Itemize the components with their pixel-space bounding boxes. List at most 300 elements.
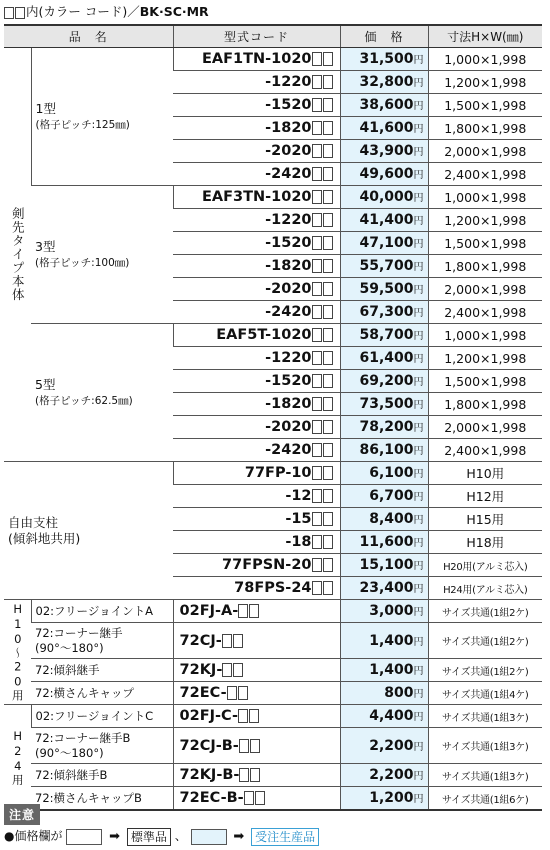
yen-unit: 円 bbox=[413, 400, 424, 411]
yen-unit: 円 bbox=[413, 492, 424, 503]
size-cell: 2,000×1,998 bbox=[428, 140, 542, 163]
model-code bbox=[173, 682, 340, 705]
color-box bbox=[323, 581, 333, 595]
size-cell: サイズ共通(1組3ケ) bbox=[428, 728, 542, 764]
price-cell bbox=[340, 577, 428, 600]
yen-unit: 円 bbox=[413, 794, 424, 805]
model-code bbox=[173, 324, 340, 347]
color-box bbox=[323, 167, 333, 181]
header-colors: BK·SC·MR bbox=[139, 4, 209, 19]
price-cell bbox=[340, 659, 428, 682]
code-text: EAF5T-1020 bbox=[216, 327, 312, 343]
part-name-line: 72:コーナー継手B bbox=[35, 730, 131, 745]
size-cell: 1,000×1,998 bbox=[428, 48, 542, 71]
price-value: 31,500 bbox=[359, 51, 414, 67]
yen-unit: 円 bbox=[413, 446, 424, 457]
part-name bbox=[31, 600, 173, 623]
code-text: 72EC-B- bbox=[179, 790, 244, 806]
color-box bbox=[238, 604, 248, 618]
size-cell: 2,400×1,998 bbox=[428, 301, 542, 324]
color-box bbox=[323, 443, 333, 457]
model-code bbox=[173, 48, 340, 71]
type1-label bbox=[31, 48, 173, 186]
part-name-line: 72:傾斜継手 bbox=[35, 662, 100, 677]
type-pitch: (格子ピッチ:125㎜) bbox=[35, 118, 130, 131]
color-box bbox=[249, 709, 259, 723]
model-code bbox=[173, 623, 340, 659]
yen-unit: 円 bbox=[413, 262, 424, 273]
model-code bbox=[173, 439, 340, 462]
color-box bbox=[323, 535, 333, 549]
color-box bbox=[323, 75, 333, 89]
code-text: 72KJ-B- bbox=[179, 767, 240, 783]
part-name bbox=[31, 728, 173, 764]
yen-unit: 円 bbox=[413, 423, 424, 434]
type-pitch: (格子ピッチ:100㎜) bbox=[35, 256, 130, 269]
part-name-line2: (90°〜180°) bbox=[35, 745, 104, 760]
yen-unit: 円 bbox=[413, 561, 424, 572]
price-cell bbox=[340, 209, 428, 232]
price-value: 23,400 bbox=[359, 580, 414, 596]
price-cell bbox=[340, 705, 428, 728]
color-box bbox=[312, 351, 322, 365]
price-value: 32,800 bbox=[359, 74, 414, 90]
price-value: 3,000 bbox=[369, 603, 414, 619]
color-box bbox=[323, 236, 333, 250]
price-value: 58,700 bbox=[359, 327, 414, 343]
yen-unit: 円 bbox=[413, 101, 424, 112]
table-row bbox=[4, 623, 542, 659]
price-cell bbox=[340, 94, 428, 117]
table-row bbox=[4, 186, 542, 209]
col-price: 価 格 bbox=[340, 25, 428, 48]
price-value: 1,400 bbox=[369, 632, 414, 649]
price-cell bbox=[340, 186, 428, 209]
model-code bbox=[173, 416, 340, 439]
price-cell bbox=[340, 163, 428, 186]
color-box bbox=[312, 259, 322, 273]
price-value: 69,200 bbox=[359, 373, 414, 389]
size-cell: H12用 bbox=[428, 485, 542, 508]
standard-label: 標準品 bbox=[127, 828, 171, 846]
table-row bbox=[4, 728, 542, 764]
yen-unit: 円 bbox=[413, 285, 424, 296]
order-label: 受注生産品 bbox=[251, 828, 319, 846]
col-name: 品 名 bbox=[4, 25, 173, 48]
color-box bbox=[312, 443, 322, 457]
size-cell: 1,500×1,998 bbox=[428, 232, 542, 255]
size-cell: H10用 bbox=[428, 462, 542, 485]
yen-unit: 円 bbox=[413, 354, 424, 365]
model-code bbox=[173, 728, 340, 764]
yen-unit: 円 bbox=[413, 515, 424, 526]
price-value: 67,300 bbox=[359, 304, 414, 320]
table-header-row bbox=[4, 25, 542, 48]
color-box bbox=[323, 52, 333, 66]
code-text: -1820 bbox=[265, 396, 312, 412]
code-text: -1820 bbox=[265, 120, 312, 136]
table-row bbox=[4, 462, 542, 485]
yen-unit: 円 bbox=[413, 469, 424, 480]
size-cell: 1,500×1,998 bbox=[428, 370, 542, 393]
table-row bbox=[4, 659, 542, 682]
code-text: 72EC- bbox=[179, 685, 227, 701]
yen-unit: 円 bbox=[413, 538, 424, 549]
type-name: 5型 bbox=[35, 376, 56, 392]
color-box bbox=[233, 663, 243, 677]
color-box bbox=[312, 282, 322, 296]
price-value: 2,200 bbox=[369, 737, 414, 754]
yen-unit: 円 bbox=[413, 607, 424, 618]
legend-separator: 、 bbox=[174, 829, 187, 843]
part-name-line: 72:横さんキャップB bbox=[35, 790, 142, 805]
size-cell: H15用 bbox=[428, 508, 542, 531]
model-code bbox=[173, 255, 340, 278]
model-code bbox=[173, 705, 340, 728]
color-box bbox=[222, 663, 232, 677]
code-text: -2020 bbox=[265, 281, 312, 297]
model-code bbox=[173, 232, 340, 255]
color-box bbox=[312, 328, 322, 342]
price-value: 15,100 bbox=[359, 557, 414, 573]
standard-swatch bbox=[66, 829, 102, 845]
color-box bbox=[312, 236, 322, 250]
type-name: 3型 bbox=[35, 238, 56, 254]
yen-unit: 円 bbox=[413, 741, 424, 753]
color-box bbox=[250, 739, 260, 753]
post-label bbox=[4, 462, 173, 600]
model-code bbox=[173, 393, 340, 416]
code-text: -1820 bbox=[265, 258, 312, 274]
price-cell bbox=[340, 416, 428, 439]
code-text: -12 bbox=[285, 488, 312, 504]
table-row bbox=[4, 787, 542, 811]
type-name: 1型 bbox=[35, 100, 56, 116]
color-box bbox=[312, 121, 322, 135]
color-box bbox=[323, 121, 333, 135]
model-code bbox=[173, 659, 340, 682]
color-box bbox=[323, 98, 333, 112]
model-code bbox=[173, 186, 340, 209]
color-box bbox=[323, 282, 333, 296]
color-box bbox=[312, 420, 322, 434]
color-box bbox=[238, 709, 248, 723]
price-cell bbox=[340, 278, 428, 301]
code-text: 72CJ-B- bbox=[179, 737, 239, 754]
price-cell bbox=[340, 140, 428, 163]
size-cell: 1,800×1,998 bbox=[428, 117, 542, 140]
color-box bbox=[323, 466, 333, 480]
color-box bbox=[312, 581, 322, 595]
color-box bbox=[323, 374, 333, 388]
price-value: 800 bbox=[384, 685, 414, 701]
model-code bbox=[173, 485, 340, 508]
size-cell: 1,800×1,998 bbox=[428, 255, 542, 278]
type-pitch: (格子ピッチ:62.5㎜) bbox=[35, 394, 133, 407]
size-cell: H20用(アルミ芯入) bbox=[428, 554, 542, 577]
price-value: 61,400 bbox=[359, 350, 414, 366]
price-value: 4,400 bbox=[369, 708, 414, 724]
price-cell bbox=[340, 393, 428, 416]
price-value: 47,100 bbox=[359, 235, 414, 251]
price-value: 41,400 bbox=[359, 212, 414, 228]
price-cell bbox=[340, 370, 428, 393]
group-main: 剣先タイプ本体 bbox=[4, 48, 31, 462]
color-box bbox=[323, 512, 333, 526]
code-text: 77FPSN-20 bbox=[222, 557, 312, 573]
part-name bbox=[31, 682, 173, 705]
table-row bbox=[4, 705, 542, 728]
yen-unit: 円 bbox=[413, 636, 424, 648]
code-text: -1220 bbox=[265, 350, 312, 366]
table-row bbox=[4, 324, 542, 347]
yen-unit: 円 bbox=[413, 78, 424, 89]
model-code bbox=[173, 600, 340, 623]
yen-unit: 円 bbox=[413, 170, 424, 181]
color-box bbox=[312, 167, 322, 181]
color-box bbox=[323, 489, 333, 503]
size-cell: 1,800×1,998 bbox=[428, 393, 542, 416]
part-name-line: 02:フリージョイントC bbox=[35, 708, 154, 723]
price-value: 55,700 bbox=[359, 258, 414, 274]
part-name-line: 02:フリージョイントA bbox=[35, 603, 153, 618]
price-cell bbox=[340, 439, 428, 462]
size-cell: H18用 bbox=[428, 531, 542, 554]
color-box bbox=[244, 791, 254, 805]
size-cell: サイズ共通(1組2ケ) bbox=[428, 659, 542, 682]
color-box bbox=[312, 512, 322, 526]
price-cell bbox=[340, 531, 428, 554]
model-code bbox=[173, 117, 340, 140]
model-code bbox=[173, 508, 340, 531]
size-cell: 1,200×1,998 bbox=[428, 347, 542, 370]
code-text: EAF1TN-1020 bbox=[201, 51, 312, 67]
yen-unit: 円 bbox=[413, 147, 424, 158]
price-cell bbox=[340, 728, 428, 764]
color-box bbox=[312, 98, 322, 112]
color-box bbox=[323, 144, 333, 158]
code-text: -18 bbox=[285, 534, 312, 550]
code-text: 77FP-10 bbox=[244, 465, 312, 481]
size-cell: 1,200×1,998 bbox=[428, 71, 542, 94]
table-row bbox=[4, 600, 542, 623]
code-text: -15 bbox=[285, 511, 312, 527]
color-box bbox=[312, 558, 322, 572]
code-text: EAF3TN-1020 bbox=[201, 189, 312, 205]
price-value: 73,500 bbox=[359, 396, 414, 412]
price-cell bbox=[340, 324, 428, 347]
color-box bbox=[312, 466, 322, 480]
price-cell bbox=[340, 462, 428, 485]
color-box bbox=[323, 190, 333, 204]
size-cell: サイズ共通(1組2ケ) bbox=[428, 600, 542, 623]
note-tag: 注意 bbox=[4, 804, 40, 825]
price-cell bbox=[340, 764, 428, 787]
color-box bbox=[312, 213, 322, 227]
code-text: -2420 bbox=[265, 442, 312, 458]
color-box bbox=[312, 535, 322, 549]
color-box bbox=[239, 739, 249, 753]
price-value: 43,900 bbox=[359, 143, 414, 159]
price-value: 59,500 bbox=[359, 281, 414, 297]
color-box bbox=[323, 328, 333, 342]
size-cell: 2,000×1,998 bbox=[428, 278, 542, 301]
model-code bbox=[173, 787, 340, 811]
yen-unit: 円 bbox=[413, 584, 424, 595]
color-box bbox=[323, 397, 333, 411]
part-name bbox=[31, 787, 173, 811]
price-cell bbox=[340, 508, 428, 531]
post-name: 自由支柱 bbox=[8, 514, 59, 530]
color-box bbox=[233, 634, 243, 648]
price-value: 1,200 bbox=[369, 790, 414, 806]
price-value: 38,600 bbox=[359, 97, 414, 113]
price-cell bbox=[340, 232, 428, 255]
price-value: 6,100 bbox=[369, 465, 414, 481]
color-box bbox=[312, 305, 322, 319]
yen-unit: 円 bbox=[413, 55, 424, 66]
code-text: -1520 bbox=[265, 235, 312, 251]
price-cell bbox=[340, 347, 428, 370]
price-cell bbox=[340, 255, 428, 278]
part-name-line: 72:傾斜継手B bbox=[35, 767, 108, 782]
model-code bbox=[173, 71, 340, 94]
size-cell: サイズ共通(1組3ケ) bbox=[428, 705, 542, 728]
table-body bbox=[4, 48, 542, 811]
code-text: 02FJ-C- bbox=[179, 708, 239, 724]
color-box bbox=[239, 768, 249, 782]
model-code bbox=[173, 140, 340, 163]
size-cell: 2,400×1,998 bbox=[428, 163, 542, 186]
post-sub: (傾斜地共用) bbox=[8, 530, 81, 546]
yen-unit: 円 bbox=[413, 331, 424, 342]
price-table bbox=[4, 24, 542, 811]
price-cell bbox=[340, 787, 428, 811]
price-cell bbox=[340, 301, 428, 324]
size-cell: H24用(アルミ芯入) bbox=[428, 577, 542, 600]
color-box bbox=[323, 420, 333, 434]
part-name-line: 72:横さんキャップ bbox=[35, 685, 135, 700]
arrow-right-icon: ➡ bbox=[109, 829, 121, 844]
price-value: 8,400 bbox=[369, 511, 414, 527]
yen-unit: 円 bbox=[413, 689, 424, 700]
color-box bbox=[323, 305, 333, 319]
yen-unit: 円 bbox=[413, 377, 424, 388]
code-text: -1220 bbox=[265, 212, 312, 228]
color-placeholder-boxes bbox=[4, 3, 26, 23]
price-value: 86,100 bbox=[359, 442, 414, 458]
color-code-header bbox=[4, 2, 209, 22]
size-cell: 1,200×1,998 bbox=[428, 209, 542, 232]
size-cell: サイズ共通(1組2ケ) bbox=[428, 623, 542, 659]
price-cell bbox=[340, 485, 428, 508]
model-code bbox=[173, 554, 340, 577]
header-prefix: 内(カラー コード)／ bbox=[26, 4, 140, 19]
h10-20-label: H10〜20用 bbox=[4, 600, 31, 705]
price-cell bbox=[340, 623, 428, 659]
size-cell: 1,000×1,998 bbox=[428, 324, 542, 347]
type3-label bbox=[31, 186, 173, 324]
code-text: -1520 bbox=[265, 97, 312, 113]
color-box bbox=[249, 604, 259, 618]
color-box bbox=[238, 686, 248, 700]
price-cell bbox=[340, 682, 428, 705]
color-box bbox=[323, 351, 333, 365]
model-code bbox=[173, 764, 340, 787]
color-box bbox=[312, 52, 322, 66]
color-box bbox=[250, 768, 260, 782]
color-box bbox=[312, 190, 322, 204]
price-legend bbox=[4, 826, 319, 847]
legend-prefix: ●価格欄が bbox=[4, 829, 63, 843]
model-code bbox=[173, 209, 340, 232]
col-code: 型式コード bbox=[173, 25, 340, 48]
model-code bbox=[173, 462, 340, 485]
model-code bbox=[173, 370, 340, 393]
code-text: -2020 bbox=[265, 419, 312, 435]
code-text: -1220 bbox=[265, 74, 312, 90]
price-value: 49,600 bbox=[359, 166, 414, 182]
model-code bbox=[173, 347, 340, 370]
color-box bbox=[323, 558, 333, 572]
price-value: 6,700 bbox=[369, 488, 414, 504]
code-text: 02FJ-A- bbox=[179, 603, 239, 619]
part-name bbox=[31, 705, 173, 728]
model-code bbox=[173, 531, 340, 554]
size-cell: 2,400×1,998 bbox=[428, 439, 542, 462]
model-code bbox=[173, 301, 340, 324]
yen-unit: 円 bbox=[413, 193, 424, 204]
price-cell bbox=[340, 71, 428, 94]
price-cell bbox=[340, 117, 428, 140]
col-size: 寸法H×W(㎜) bbox=[428, 25, 542, 48]
code-text: -2020 bbox=[265, 143, 312, 159]
code-text: 72CJ- bbox=[179, 632, 222, 649]
price-cell bbox=[340, 600, 428, 623]
color-box bbox=[227, 686, 237, 700]
size-cell: 1,500×1,998 bbox=[428, 94, 542, 117]
price-cell bbox=[340, 554, 428, 577]
code-text: -2420 bbox=[265, 166, 312, 182]
table-row bbox=[4, 682, 542, 705]
color-box bbox=[312, 75, 322, 89]
yen-unit: 円 bbox=[413, 124, 424, 135]
model-code bbox=[173, 577, 340, 600]
h24-label: H24用 bbox=[4, 705, 31, 811]
size-cell: サイズ共通(1組6ケ) bbox=[428, 787, 542, 811]
code-text: 78FPS-24 bbox=[234, 580, 312, 596]
code-text: -1520 bbox=[265, 373, 312, 389]
color-box bbox=[312, 374, 322, 388]
color-box bbox=[323, 213, 333, 227]
arrow-right-icon: ➡ bbox=[233, 829, 245, 844]
price-cell bbox=[340, 48, 428, 71]
price-value: 41,600 bbox=[359, 120, 414, 136]
yen-unit: 円 bbox=[413, 308, 424, 319]
part-name bbox=[31, 764, 173, 787]
size-cell: 1,000×1,998 bbox=[428, 186, 542, 209]
model-code bbox=[173, 94, 340, 117]
color-box bbox=[312, 397, 322, 411]
yen-unit: 円 bbox=[413, 216, 424, 227]
part-name bbox=[31, 623, 173, 659]
size-cell: サイズ共通(1組3ケ) bbox=[428, 764, 542, 787]
code-text: 72KJ- bbox=[179, 662, 223, 678]
model-code bbox=[173, 278, 340, 301]
size-cell: 2,000×1,998 bbox=[428, 416, 542, 439]
yen-unit: 円 bbox=[413, 666, 424, 677]
yen-unit: 円 bbox=[413, 771, 424, 782]
